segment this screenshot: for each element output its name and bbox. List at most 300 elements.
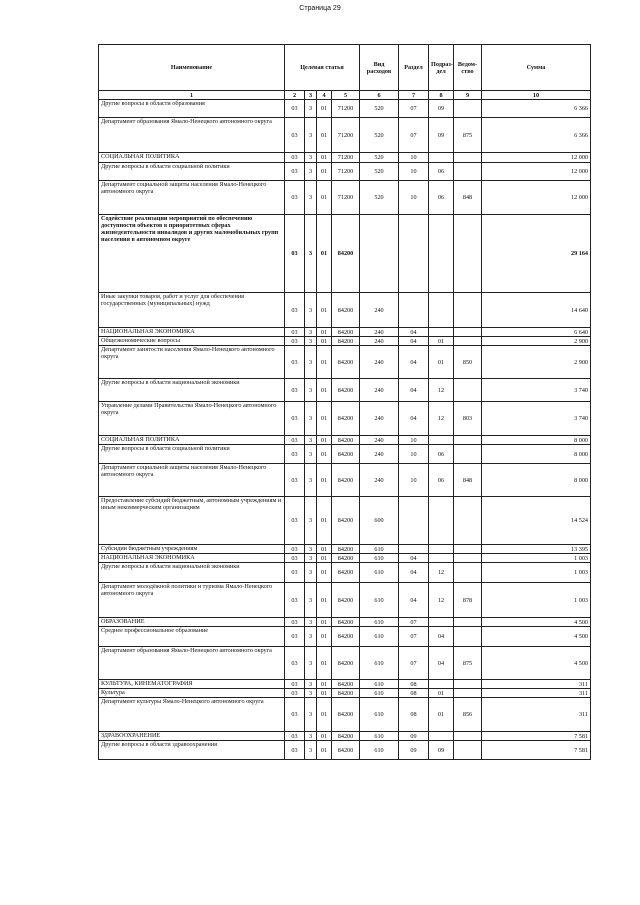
cell-vid: 610 [360,545,399,554]
cell-name: Департамент культуры Ямало-Ненецкого автономного округа [99,698,285,732]
cell-podrazdel: 06 [429,181,454,215]
cell-target-sub: 01 [317,328,332,337]
cell-target-code: 84200 [332,563,360,583]
cell-target-code: 84200 [332,741,360,760]
cell-vid: 240 [360,464,399,497]
cell-target-sub: 01 [317,732,332,741]
cell-name: Другие вопросы в области социальной политики [99,445,285,464]
cell-target-sub: 01 [317,346,332,379]
cell-target-sub: 01 [317,163,332,181]
cell-vedomstvo [454,627,482,647]
cell-name: Другие вопросы в области здравоохранения [99,741,285,760]
cell-name: Общеэкономические вопросы [99,337,285,346]
cell-target-program: 03 [285,293,305,328]
colnum: 3 [305,91,317,100]
cell-target-code: 84200 [332,337,360,346]
table-row [99,215,591,293]
cell-summa: 1 003 [482,563,591,583]
cell-target-program: 03 [285,647,305,680]
cell-target-type: 3 [305,346,317,379]
cell-name: Департамент социальной защиты населения Ямало-Ненецкого автономного округа [99,181,285,215]
cell-target-code: 84200 [332,379,360,402]
cell-vid [360,215,399,293]
cell-target-program: 03 [285,118,305,153]
cell-target-sub: 01 [317,583,332,618]
header-name: Наименование [99,45,285,91]
cell-vedomstvo: 856 [454,698,482,732]
cell-name: ЗДРАВООХРАНЕНИЕ [99,732,285,741]
table-row [99,497,591,545]
cell-vid: 520 [360,163,399,181]
cell-razdel: 10 [399,181,429,215]
cell-podrazdel [429,618,454,627]
cell-target-type: 3 [305,464,317,497]
cell-vid: 610 [360,689,399,698]
cell-target-type: 3 [305,689,317,698]
cell-target-program: 03 [285,583,305,618]
cell-target-sub: 01 [317,647,332,680]
cell-razdel: 04 [399,402,429,436]
cell-vedomstvo [454,328,482,337]
table-row [99,647,591,680]
cell-name: Другие вопросы в области национальной экономики [99,563,285,583]
cell-vedomstvo [454,497,482,545]
table-row [99,328,591,337]
cell-name: Другие вопросы в области образования [99,100,285,118]
cell-podrazdel: 12 [429,563,454,583]
cell-target-type: 3 [305,100,317,118]
cell-vedomstvo [454,732,482,741]
table-row [99,181,591,215]
cell-vedomstvo: 803 [454,402,482,436]
cell-target-sub: 01 [317,689,332,698]
cell-target-code: 84200 [332,464,360,497]
cell-vedomstvo [454,163,482,181]
cell-target-code: 84200 [332,328,360,337]
cell-target-sub: 01 [317,436,332,445]
cell-podrazdel: 12 [429,379,454,402]
table-row [99,293,591,328]
cell-podrazdel [429,436,454,445]
table-row [99,627,591,647]
table-row [99,118,591,153]
cell-target-program: 03 [285,732,305,741]
cell-target-program: 03 [285,680,305,689]
cell-target-code: 84200 [332,445,360,464]
cell-razdel: 04 [399,379,429,402]
cell-target-program: 03 [285,379,305,402]
cell-vedomstvo: 850 [454,346,482,379]
cell-target-sub: 01 [317,464,332,497]
cell-vedomstvo [454,554,482,563]
cell-target-program: 03 [285,100,305,118]
cell-razdel: 08 [399,680,429,689]
table-row [99,680,591,689]
cell-razdel: 04 [399,583,429,618]
cell-vedomstvo [454,445,482,464]
cell-target-sub: 01 [317,215,332,293]
cell-target-code: 71200 [332,153,360,163]
cell-summa: 311 [482,680,591,689]
cell-target-program: 03 [285,402,305,436]
cell-vedomstvo [454,545,482,554]
cell-vedomstvo [454,337,482,346]
cell-target-program: 03 [285,153,305,163]
cell-razdel: 07 [399,118,429,153]
colnum: 4 [317,91,332,100]
cell-summa: 7 581 [482,732,591,741]
cell-target-program: 03 [285,215,305,293]
cell-name: Другие вопросы в области национальной экономики [99,379,285,402]
cell-target-sub: 01 [317,741,332,760]
cell-vid: 240 [360,328,399,337]
cell-name: СОЦИАЛЬНАЯ ПОЛИТИКА [99,153,285,163]
cell-vid: 520 [360,100,399,118]
cell-target-type: 3 [305,627,317,647]
cell-name: Культура [99,689,285,698]
table-row [99,583,591,618]
cell-vid: 240 [360,293,399,328]
cell-target-program: 03 [285,337,305,346]
cell-summa: 8 000 [482,464,591,497]
cell-target-sub: 01 [317,118,332,153]
cell-podrazdel: 01 [429,346,454,379]
cell-target-program: 03 [285,741,305,760]
cell-summa: 4 500 [482,647,591,680]
cell-vid: 240 [360,402,399,436]
cell-razdel: 04 [399,337,429,346]
cell-target-code: 84200 [332,627,360,647]
cell-target-type: 3 [305,741,317,760]
header-vid: Вид расходов [360,45,399,91]
cell-podrazdel: 04 [429,627,454,647]
cell-razdel: 07 [399,100,429,118]
cell-name: Среднее профессиональное образование [99,627,285,647]
cell-podrazdel [429,680,454,689]
cell-target-type: 3 [305,118,317,153]
cell-target-type: 3 [305,293,317,328]
cell-target-code: 84200 [332,436,360,445]
cell-target-program: 03 [285,445,305,464]
colnum: 9 [454,91,482,100]
cell-name: Департамент образования Ямало-Ненецкого автономного округа [99,647,285,680]
cell-summa: 4 500 [482,618,591,627]
cell-summa: 6 366 [482,100,591,118]
cell-vedomstvo: 875 [454,647,482,680]
cell-target-code: 84200 [332,689,360,698]
table-row [99,402,591,436]
table-row [99,445,591,464]
table-row [99,379,591,402]
cell-vid: 240 [360,445,399,464]
colnum: 2 [285,91,305,100]
cell-target-type: 3 [305,163,317,181]
header-podrazdel: Подраз-дел [429,45,454,91]
cell-summa: 6 366 [482,118,591,153]
cell-podrazdel: 06 [429,163,454,181]
cell-podrazdel: 01 [429,337,454,346]
cell-summa: 3 740 [482,379,591,402]
cell-razdel: 10 [399,163,429,181]
cell-podrazdel: 12 [429,402,454,436]
cell-target-type: 3 [305,215,317,293]
cell-target-program: 03 [285,618,305,627]
cell-target-code: 84200 [332,293,360,328]
cell-razdel: 04 [399,563,429,583]
cell-vid: 520 [360,118,399,153]
cell-target-code: 84200 [332,545,360,554]
cell-podrazdel [429,153,454,163]
cell-target-sub: 01 [317,293,332,328]
cell-vedomstvo [454,436,482,445]
cell-target-program: 03 [285,563,305,583]
cell-target-sub: 01 [317,563,332,583]
table-row [99,689,591,698]
cell-razdel: 04 [399,346,429,379]
table-row [99,337,591,346]
cell-razdel: 10 [399,464,429,497]
cell-razdel: 09 [399,741,429,760]
cell-podrazdel: 04 [429,647,454,680]
cell-razdel: 08 [399,698,429,732]
cell-target-code: 71200 [332,163,360,181]
cell-target-type: 3 [305,618,317,627]
cell-vedomstvo [454,293,482,328]
cell-target-code: 71200 [332,118,360,153]
table-row [99,545,591,554]
cell-target-type: 3 [305,583,317,618]
cell-target-type: 3 [305,328,317,337]
colnum: 7 [399,91,429,100]
cell-target-code: 84200 [332,346,360,379]
cell-target-program: 03 [285,497,305,545]
cell-target-sub: 01 [317,153,332,163]
cell-target-type: 3 [305,545,317,554]
table-row [99,741,591,760]
header-row [99,45,591,91]
cell-podrazdel: 06 [429,464,454,497]
cell-target-sub: 01 [317,680,332,689]
cell-razdel: 07 [399,647,429,680]
cell-summa: 2 900 [482,346,591,379]
cell-target-sub: 01 [317,337,332,346]
cell-target-sub: 01 [317,100,332,118]
cell-target-program: 03 [285,554,305,563]
cell-target-code: 84200 [332,215,360,293]
cell-vedomstvo [454,680,482,689]
cell-summa: 14 524 [482,497,591,545]
cell-podrazdel: 09 [429,118,454,153]
table-row [99,100,591,118]
cell-vedomstvo [454,689,482,698]
cell-target-sub: 01 [317,497,332,545]
cell-name: Субсидии бюджетным учреждениям [99,545,285,554]
cell-summa: 311 [482,689,591,698]
table-row [99,464,591,497]
cell-summa: 29 164 [482,215,591,293]
cell-summa: 8 000 [482,436,591,445]
cell-target-type: 3 [305,445,317,464]
cell-name: Департамент молодёжной политики и туризма Ямало-Ненецкого автономного округа [99,583,285,618]
cell-summa: 14 640 [482,293,591,328]
cell-vedomstvo: 878 [454,583,482,618]
cell-razdel [399,215,429,293]
cell-target-program: 03 [285,181,305,215]
table-row [99,554,591,563]
cell-target-sub: 01 [317,402,332,436]
cell-name: КУЛЬТУРА, КИНЕМАТОГРАФИЯ [99,680,285,689]
cell-razdel: 10 [399,436,429,445]
cell-target-type: 3 [305,497,317,545]
cell-podrazdel [429,497,454,545]
cell-target-program: 03 [285,689,305,698]
cell-podrazdel: 12 [429,583,454,618]
cell-target-program: 03 [285,436,305,445]
cell-vedomstvo: 875 [454,118,482,153]
cell-razdel: 07 [399,618,429,627]
cell-target-type: 3 [305,153,317,163]
cell-target-sub: 01 [317,379,332,402]
cell-target-type: 3 [305,680,317,689]
cell-target-code: 84200 [332,680,360,689]
cell-name: Содействие реализации мероприятий по обеспечению доступности объектов в приоритетных сферах жизнедеятельности инвалидов и других маломобильных групп населения в автономном округе [99,215,285,293]
cell-target-program: 03 [285,545,305,554]
cell-razdel [399,293,429,328]
cell-summa: 7 581 [482,741,591,760]
cell-target-program: 03 [285,328,305,337]
cell-summa: 8 000 [482,445,591,464]
cell-target-sub: 01 [317,698,332,732]
cell-name: Департамент социальной защиты населения Ямало-Ненецкого автономного округа [99,464,285,497]
colnum: 1 [99,91,285,100]
cell-summa: 12 000 [482,163,591,181]
page-number-label: Страница 29 [299,5,341,12]
cell-razdel [399,497,429,545]
cell-podrazdel [429,293,454,328]
cell-vedomstvo [454,215,482,293]
cell-podrazdel: 06 [429,445,454,464]
cell-target-sub: 01 [317,445,332,464]
colnum: 8 [429,91,454,100]
cell-vedomstvo [454,153,482,163]
cell-name: СОЦИАЛЬНАЯ ПОЛИТИКА [99,436,285,445]
cell-vedomstvo: 848 [454,464,482,497]
cell-vedomstvo [454,741,482,760]
cell-podrazdel: 09 [429,741,454,760]
table-row [99,618,591,627]
colnum: 10 [482,91,591,100]
cell-target-program: 03 [285,346,305,379]
cell-target-code: 84200 [332,583,360,618]
cell-target-sub: 01 [317,627,332,647]
cell-name: НАЦИОНАЛЬНАЯ ЭКОНОМИКА [99,554,285,563]
cell-vid: 610 [360,563,399,583]
table-row [99,698,591,732]
cell-razdel: 10 [399,153,429,163]
cell-target-code: 84200 [332,497,360,545]
cell-vedomstvo [454,618,482,627]
table-row [99,563,591,583]
cell-target-sub: 01 [317,545,332,554]
cell-target-code: 71200 [332,181,360,215]
cell-razdel [399,545,429,554]
table-row [99,153,591,163]
cell-target-sub: 01 [317,181,332,215]
column-number-row [99,91,591,100]
cell-podrazdel [429,554,454,563]
cell-podrazdel: 01 [429,698,454,732]
cell-target-type: 3 [305,554,317,563]
cell-target-code: 84200 [332,698,360,732]
cell-target-program: 03 [285,698,305,732]
cell-summa: 6 640 [482,328,591,337]
cell-vid: 610 [360,741,399,760]
table-row [99,163,591,181]
cell-summa: 13 395 [482,545,591,554]
colnum: 6 [360,91,399,100]
cell-podrazdel: 09 [429,100,454,118]
cell-target-type: 3 [305,402,317,436]
cell-razdel: 07 [399,627,429,647]
cell-target-type: 3 [305,337,317,346]
cell-vedomstvo: 848 [454,181,482,215]
cell-summa: 12 000 [482,181,591,215]
cell-name: НАЦИОНАЛЬНАЯ ЭКОНОМИКА [99,328,285,337]
cell-summa: 4 500 [482,627,591,647]
cell-summa: 311 [482,698,591,732]
cell-vid: 610 [360,627,399,647]
cell-vid: 520 [360,153,399,163]
cell-summa: 3 740 [482,402,591,436]
cell-vid: 240 [360,436,399,445]
cell-summa: 1 003 [482,583,591,618]
cell-vid: 610 [360,647,399,680]
cell-vedomstvo [454,100,482,118]
cell-name: Департамент образования Ямало-Ненецкого автономного округа [99,118,285,153]
cell-name: Управление делами Правительства Ямало-Ненецкого автономного округа [99,402,285,436]
cell-name: Департамент занятости населения Ямало-Ненецкого автономного округа [99,346,285,379]
cell-target-program: 03 [285,627,305,647]
cell-razdel: 08 [399,689,429,698]
header-razdel: Раздел [399,45,429,91]
cell-podrazdel [429,732,454,741]
cell-target-sub: 01 [317,618,332,627]
cell-vid: 610 [360,554,399,563]
header-target: Целевая статья [285,45,360,91]
cell-summa: 2 900 [482,337,591,346]
cell-target-type: 3 [305,563,317,583]
cell-target-type: 3 [305,436,317,445]
cell-vid: 240 [360,346,399,379]
cell-target-sub: 01 [317,554,332,563]
cell-target-code: 84200 [332,402,360,436]
budget-table [98,44,591,760]
cell-razdel: 09 [399,732,429,741]
cell-vid: 240 [360,379,399,402]
table-row [99,346,591,379]
cell-vid: 610 [360,680,399,689]
cell-name: Иные закупки товаров, работ и услуг для обеспечения государственных (муниципальных) нужд [99,293,285,328]
cell-razdel: 10 [399,445,429,464]
header-vedomstvo: Ведом-ство [454,45,482,91]
cell-target-program: 03 [285,163,305,181]
cell-razdel: 04 [399,328,429,337]
cell-name: Предоставление субсидий бюджетным, автономным учреждениям и иным некоммерческим организациям [99,497,285,545]
cell-target-type: 3 [305,732,317,741]
cell-name: Другие вопросы в области социальной политики [99,163,285,181]
cell-podrazdel: 01 [429,689,454,698]
cell-razdel: 04 [399,554,429,563]
